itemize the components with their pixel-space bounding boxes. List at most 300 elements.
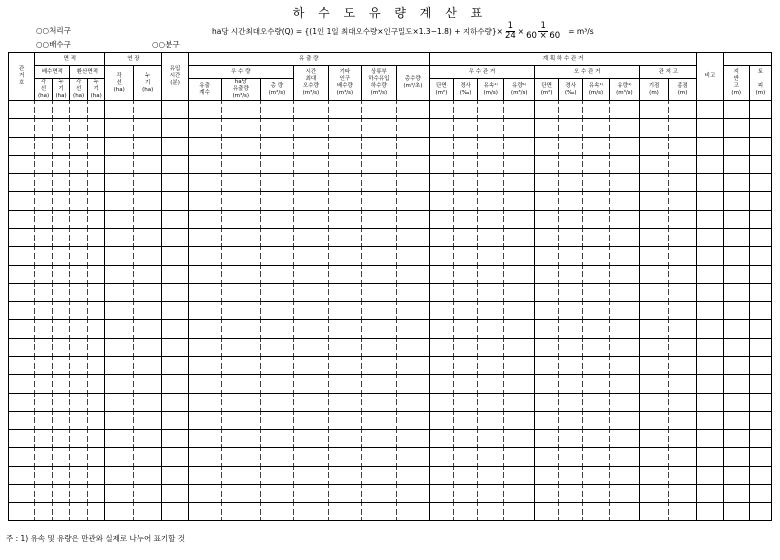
table-cell[interactable]	[453, 457, 477, 466]
table-cell[interactable]	[87, 311, 105, 320]
table-cell[interactable]	[535, 137, 559, 146]
table-cell[interactable]	[478, 238, 504, 247]
table-cell[interactable]	[133, 356, 161, 365]
table-cell[interactable]	[429, 430, 453, 439]
table-cell[interactable]	[328, 192, 361, 201]
table-cell[interactable]	[361, 302, 396, 311]
table-cell[interactable]	[609, 164, 640, 173]
table-cell[interactable]	[583, 119, 609, 128]
table-cell[interactable]	[396, 201, 429, 210]
table-cell[interactable]	[105, 466, 133, 475]
table-cell[interactable]	[52, 119, 70, 128]
table-cell[interactable]	[609, 192, 640, 201]
table-cell[interactable]	[453, 430, 477, 439]
table-cell[interactable]	[221, 503, 260, 512]
table-cell[interactable]	[535, 448, 559, 457]
table-cell[interactable]	[328, 420, 361, 429]
table-cell[interactable]	[478, 347, 504, 356]
table-cell[interactable]	[559, 110, 583, 119]
table-cell[interactable]	[35, 137, 53, 146]
table-cell[interactable]	[749, 484, 771, 493]
table-cell[interactable]	[87, 503, 105, 512]
table-cell[interactable]	[328, 503, 361, 512]
table-cell[interactable]	[361, 402, 396, 411]
table-cell[interactable]	[640, 384, 668, 393]
table-cell[interactable]	[105, 210, 133, 219]
table-cell[interactable]	[478, 128, 504, 137]
table-cell[interactable]	[293, 119, 328, 128]
table-cell[interactable]	[396, 256, 429, 265]
table-cell[interactable]	[35, 228, 53, 237]
table-cell[interactable]	[583, 128, 609, 137]
table-cell[interactable]	[293, 347, 328, 356]
table-cell[interactable]	[453, 183, 477, 192]
table-cell[interactable]	[504, 311, 535, 320]
table-cell[interactable]	[328, 366, 361, 375]
table-cell[interactable]	[261, 347, 294, 356]
table-cell[interactable]	[396, 119, 429, 128]
table-cell[interactable]	[87, 484, 105, 493]
table-cell[interactable]	[559, 238, 583, 247]
table-cell[interactable]	[188, 402, 221, 411]
table-cell[interactable]	[504, 448, 535, 457]
table-cell[interactable]	[723, 466, 749, 475]
table-cell[interactable]	[162, 283, 188, 292]
table-cell[interactable]	[609, 201, 640, 210]
table-cell[interactable]	[361, 420, 396, 429]
table-cell[interactable]	[35, 210, 53, 219]
table-cell[interactable]	[749, 228, 771, 237]
table-cell[interactable]	[535, 329, 559, 338]
table-cell[interactable]	[35, 411, 53, 420]
table-cell[interactable]	[105, 512, 133, 521]
table-cell[interactable]	[105, 439, 133, 448]
table-cell[interactable]	[9, 283, 35, 292]
table-cell[interactable]	[668, 439, 697, 448]
table-cell[interactable]	[293, 329, 328, 338]
table-cell[interactable]	[453, 137, 477, 146]
table-cell[interactable]	[133, 210, 161, 219]
table-cell[interactable]	[105, 494, 133, 503]
table-cell[interactable]	[609, 484, 640, 493]
table-cell[interactable]	[162, 466, 188, 475]
table-cell[interactable]	[583, 192, 609, 201]
table-cell[interactable]	[535, 119, 559, 128]
table-cell[interactable]	[640, 494, 668, 503]
table-cell[interactable]	[70, 402, 88, 411]
table-cell[interactable]	[749, 238, 771, 247]
table-cell[interactable]	[361, 228, 396, 237]
table-cell[interactable]	[609, 448, 640, 457]
table-cell[interactable]	[105, 484, 133, 493]
table-cell[interactable]	[478, 228, 504, 237]
table-cell[interactable]	[453, 247, 477, 256]
table-cell[interactable]	[478, 503, 504, 512]
table-cell[interactable]	[640, 329, 668, 338]
table-cell[interactable]	[609, 302, 640, 311]
table-cell[interactable]	[328, 174, 361, 183]
table-cell[interactable]	[361, 375, 396, 384]
table-cell[interactable]	[9, 274, 35, 283]
table-cell[interactable]	[35, 164, 53, 173]
table-cell[interactable]	[35, 192, 53, 201]
table-cell[interactable]	[668, 457, 697, 466]
table-cell[interactable]	[52, 192, 70, 201]
table-cell[interactable]	[188, 210, 221, 219]
table-cell[interactable]	[749, 283, 771, 292]
table-cell[interactable]	[723, 457, 749, 466]
table-cell[interactable]	[221, 274, 260, 283]
table-cell[interactable]	[52, 503, 70, 512]
table-cell[interactable]	[52, 146, 70, 155]
table-cell[interactable]	[723, 375, 749, 384]
table-cell[interactable]	[668, 265, 697, 274]
table-cell[interactable]	[583, 174, 609, 183]
table-cell[interactable]	[535, 265, 559, 274]
table-cell[interactable]	[87, 110, 105, 119]
table-cell[interactable]	[453, 110, 477, 119]
table-cell[interactable]	[52, 356, 70, 365]
table-cell[interactable]	[261, 329, 294, 338]
table-cell[interactable]	[293, 512, 328, 521]
table-cell[interactable]	[221, 402, 260, 411]
table-cell[interactable]	[162, 475, 188, 484]
table-cell[interactable]	[52, 494, 70, 503]
table-cell[interactable]	[52, 256, 70, 265]
table-cell[interactable]	[453, 192, 477, 201]
table-cell[interactable]	[293, 503, 328, 512]
table-cell[interactable]	[328, 356, 361, 365]
table-cell[interactable]	[328, 238, 361, 247]
table-cell[interactable]	[478, 201, 504, 210]
table-cell[interactable]	[583, 155, 609, 164]
table-cell[interactable]	[668, 411, 697, 420]
table-cell[interactable]	[293, 137, 328, 146]
table-cell[interactable]	[221, 192, 260, 201]
table-cell[interactable]	[609, 119, 640, 128]
table-cell[interactable]	[668, 329, 697, 338]
table-cell[interactable]	[583, 256, 609, 265]
table-cell[interactable]	[429, 512, 453, 521]
table-cell[interactable]	[396, 484, 429, 493]
table-cell[interactable]	[429, 210, 453, 219]
table-cell[interactable]	[52, 228, 70, 237]
table-cell[interactable]	[429, 384, 453, 393]
table-cell[interactable]	[668, 228, 697, 237]
table-cell[interactable]	[749, 512, 771, 521]
table-cell[interactable]	[188, 228, 221, 237]
table-cell[interactable]	[70, 411, 88, 420]
table-cell[interactable]	[559, 228, 583, 237]
table-cell[interactable]	[583, 137, 609, 146]
table-cell[interactable]	[188, 119, 221, 128]
table-cell[interactable]	[668, 174, 697, 183]
table-cell[interactable]	[535, 356, 559, 365]
table-cell[interactable]	[70, 210, 88, 219]
table-cell[interactable]	[293, 338, 328, 347]
table-cell[interactable]	[361, 183, 396, 192]
table-cell[interactable]	[221, 128, 260, 137]
table-cell[interactable]	[504, 411, 535, 420]
table-cell[interactable]	[87, 420, 105, 429]
table-cell[interactable]	[293, 439, 328, 448]
table-cell[interactable]	[396, 302, 429, 311]
table-cell[interactable]	[640, 292, 668, 301]
table-cell[interactable]	[749, 320, 771, 329]
table-cell[interactable]	[70, 302, 88, 311]
table-cell[interactable]	[749, 265, 771, 274]
table-cell[interactable]	[453, 292, 477, 301]
table-cell[interactable]	[188, 384, 221, 393]
table-cell[interactable]	[105, 448, 133, 457]
table-cell[interactable]	[429, 228, 453, 237]
table-cell[interactable]	[723, 402, 749, 411]
table-cell[interactable]	[9, 201, 35, 210]
table-cell[interactable]	[723, 119, 749, 128]
table-cell[interactable]	[640, 210, 668, 219]
table-cell[interactable]	[429, 155, 453, 164]
table-cell[interactable]	[261, 265, 294, 274]
table-cell[interactable]	[723, 274, 749, 283]
table-cell[interactable]	[749, 430, 771, 439]
table-cell[interactable]	[583, 347, 609, 356]
table-cell[interactable]	[749, 384, 771, 393]
table-cell[interactable]	[105, 192, 133, 201]
table-cell[interactable]	[293, 283, 328, 292]
table-cell[interactable]	[87, 329, 105, 338]
table-cell[interactable]	[478, 439, 504, 448]
table-cell[interactable]	[749, 247, 771, 256]
table-cell[interactable]	[105, 164, 133, 173]
table-cell[interactable]	[328, 155, 361, 164]
table-cell[interactable]	[261, 119, 294, 128]
table-cell[interactable]	[87, 466, 105, 475]
table-cell[interactable]	[723, 420, 749, 429]
table-cell[interactable]	[261, 430, 294, 439]
table-cell[interactable]	[105, 228, 133, 237]
table-cell[interactable]	[478, 146, 504, 155]
table-cell[interactable]	[640, 411, 668, 420]
table-cell[interactable]	[609, 347, 640, 356]
table-cell[interactable]	[504, 155, 535, 164]
table-cell[interactable]	[453, 393, 477, 402]
table-cell[interactable]	[70, 494, 88, 503]
table-cell[interactable]	[105, 347, 133, 356]
table-cell[interactable]	[293, 219, 328, 228]
table-cell[interactable]	[697, 110, 723, 119]
table-cell[interactable]	[396, 320, 429, 329]
table-cell[interactable]	[535, 101, 559, 110]
table-cell[interactable]	[261, 457, 294, 466]
table-cell[interactable]	[396, 430, 429, 439]
table-cell[interactable]	[640, 302, 668, 311]
table-cell[interactable]	[723, 201, 749, 210]
table-cell[interactable]	[133, 475, 161, 484]
table-cell[interactable]	[52, 384, 70, 393]
table-cell[interactable]	[361, 292, 396, 301]
table-cell[interactable]	[697, 439, 723, 448]
table-cell[interactable]	[70, 503, 88, 512]
table-cell[interactable]	[559, 457, 583, 466]
table-cell[interactable]	[133, 101, 161, 110]
table-cell[interactable]	[559, 503, 583, 512]
table-cell[interactable]	[723, 475, 749, 484]
table-cell[interactable]	[504, 110, 535, 119]
table-cell[interactable]	[723, 247, 749, 256]
table-cell[interactable]	[52, 183, 70, 192]
table-cell[interactable]	[478, 274, 504, 283]
table-cell[interactable]	[261, 466, 294, 475]
table-cell[interactable]	[361, 439, 396, 448]
table-cell[interactable]	[559, 484, 583, 493]
table-cell[interactable]	[188, 356, 221, 365]
table-cell[interactable]	[87, 494, 105, 503]
table-cell[interactable]	[478, 393, 504, 402]
table-cell[interactable]	[453, 311, 477, 320]
table-cell[interactable]	[535, 192, 559, 201]
table-cell[interactable]	[504, 283, 535, 292]
table-cell[interactable]	[221, 484, 260, 493]
table-cell[interactable]	[70, 201, 88, 210]
table-cell[interactable]	[640, 247, 668, 256]
table-cell[interactable]	[328, 137, 361, 146]
table-cell[interactable]	[52, 155, 70, 164]
table-cell[interactable]	[221, 457, 260, 466]
table-cell[interactable]	[361, 494, 396, 503]
table-cell[interactable]	[396, 110, 429, 119]
table-cell[interactable]	[9, 183, 35, 192]
table-cell[interactable]	[293, 302, 328, 311]
table-cell[interactable]	[361, 265, 396, 274]
table-cell[interactable]	[504, 402, 535, 411]
table-cell[interactable]	[87, 164, 105, 173]
table-cell[interactable]	[535, 283, 559, 292]
table-cell[interactable]	[697, 164, 723, 173]
table-cell[interactable]	[640, 119, 668, 128]
table-cell[interactable]	[668, 302, 697, 311]
table-cell[interactable]	[504, 247, 535, 256]
table-cell[interactable]	[640, 347, 668, 356]
table-cell[interactable]	[559, 146, 583, 155]
table-cell[interactable]	[105, 320, 133, 329]
table-cell[interactable]	[453, 375, 477, 384]
table-cell[interactable]	[559, 219, 583, 228]
table-cell[interactable]	[723, 238, 749, 247]
table-cell[interactable]	[293, 174, 328, 183]
table-cell[interactable]	[559, 320, 583, 329]
table-cell[interactable]	[583, 201, 609, 210]
table-cell[interactable]	[188, 430, 221, 439]
table-cell[interactable]	[723, 192, 749, 201]
table-cell[interactable]	[478, 311, 504, 320]
table-cell[interactable]	[504, 238, 535, 247]
table-cell[interactable]	[52, 439, 70, 448]
table-cell[interactable]	[87, 201, 105, 210]
table-cell[interactable]	[668, 402, 697, 411]
table-cell[interactable]	[328, 265, 361, 274]
table-cell[interactable]	[221, 247, 260, 256]
table-cell[interactable]	[583, 311, 609, 320]
table-cell[interactable]	[188, 174, 221, 183]
table-cell[interactable]	[583, 146, 609, 155]
table-cell[interactable]	[133, 375, 161, 384]
table-cell[interactable]	[361, 155, 396, 164]
table-cell[interactable]	[559, 411, 583, 420]
table-cell[interactable]	[261, 302, 294, 311]
table-cell[interactable]	[87, 265, 105, 274]
table-cell[interactable]	[188, 292, 221, 301]
table-cell[interactable]	[697, 101, 723, 110]
table-cell[interactable]	[697, 347, 723, 356]
table-cell[interactable]	[723, 384, 749, 393]
table-cell[interactable]	[9, 238, 35, 247]
table-cell[interactable]	[162, 347, 188, 356]
table-cell[interactable]	[133, 265, 161, 274]
table-cell[interactable]	[559, 201, 583, 210]
table-cell[interactable]	[221, 164, 260, 173]
table-cell[interactable]	[697, 402, 723, 411]
table-cell[interactable]	[328, 302, 361, 311]
table-cell[interactable]	[668, 375, 697, 384]
table-cell[interactable]	[478, 247, 504, 256]
table-cell[interactable]	[70, 347, 88, 356]
table-cell[interactable]	[609, 375, 640, 384]
table-cell[interactable]	[361, 411, 396, 420]
table-cell[interactable]	[583, 503, 609, 512]
table-cell[interactable]	[70, 110, 88, 119]
table-cell[interactable]	[133, 146, 161, 155]
table-cell[interactable]	[723, 110, 749, 119]
table-cell[interactable]	[668, 201, 697, 210]
table-cell[interactable]	[87, 384, 105, 393]
table-cell[interactable]	[52, 320, 70, 329]
table-cell[interactable]	[478, 448, 504, 457]
table-cell[interactable]	[640, 393, 668, 402]
table-cell[interactable]	[162, 210, 188, 219]
table-cell[interactable]	[396, 128, 429, 137]
table-cell[interactable]	[609, 366, 640, 375]
table-cell[interactable]	[396, 375, 429, 384]
table-cell[interactable]	[504, 137, 535, 146]
table-cell[interactable]	[293, 192, 328, 201]
table-cell[interactable]	[609, 420, 640, 429]
table-cell[interactable]	[668, 283, 697, 292]
table-cell[interactable]	[261, 393, 294, 402]
table-cell[interactable]	[35, 201, 53, 210]
table-cell[interactable]	[723, 356, 749, 365]
table-cell[interactable]	[396, 475, 429, 484]
table-cell[interactable]	[535, 402, 559, 411]
table-cell[interactable]	[429, 439, 453, 448]
table-cell[interactable]	[52, 329, 70, 338]
table-cell[interactable]	[9, 128, 35, 137]
table-cell[interactable]	[697, 338, 723, 347]
table-cell[interactable]	[396, 174, 429, 183]
table-cell[interactable]	[52, 375, 70, 384]
table-cell[interactable]	[504, 420, 535, 429]
table-cell[interactable]	[504, 439, 535, 448]
table-cell[interactable]	[293, 320, 328, 329]
table-cell[interactable]	[697, 475, 723, 484]
table-cell[interactable]	[535, 247, 559, 256]
table-cell[interactable]	[535, 146, 559, 155]
table-cell[interactable]	[668, 503, 697, 512]
table-cell[interactable]	[504, 219, 535, 228]
table-cell[interactable]	[478, 101, 504, 110]
table-cell[interactable]	[640, 164, 668, 173]
table-cell[interactable]	[535, 366, 559, 375]
table-cell[interactable]	[609, 128, 640, 137]
